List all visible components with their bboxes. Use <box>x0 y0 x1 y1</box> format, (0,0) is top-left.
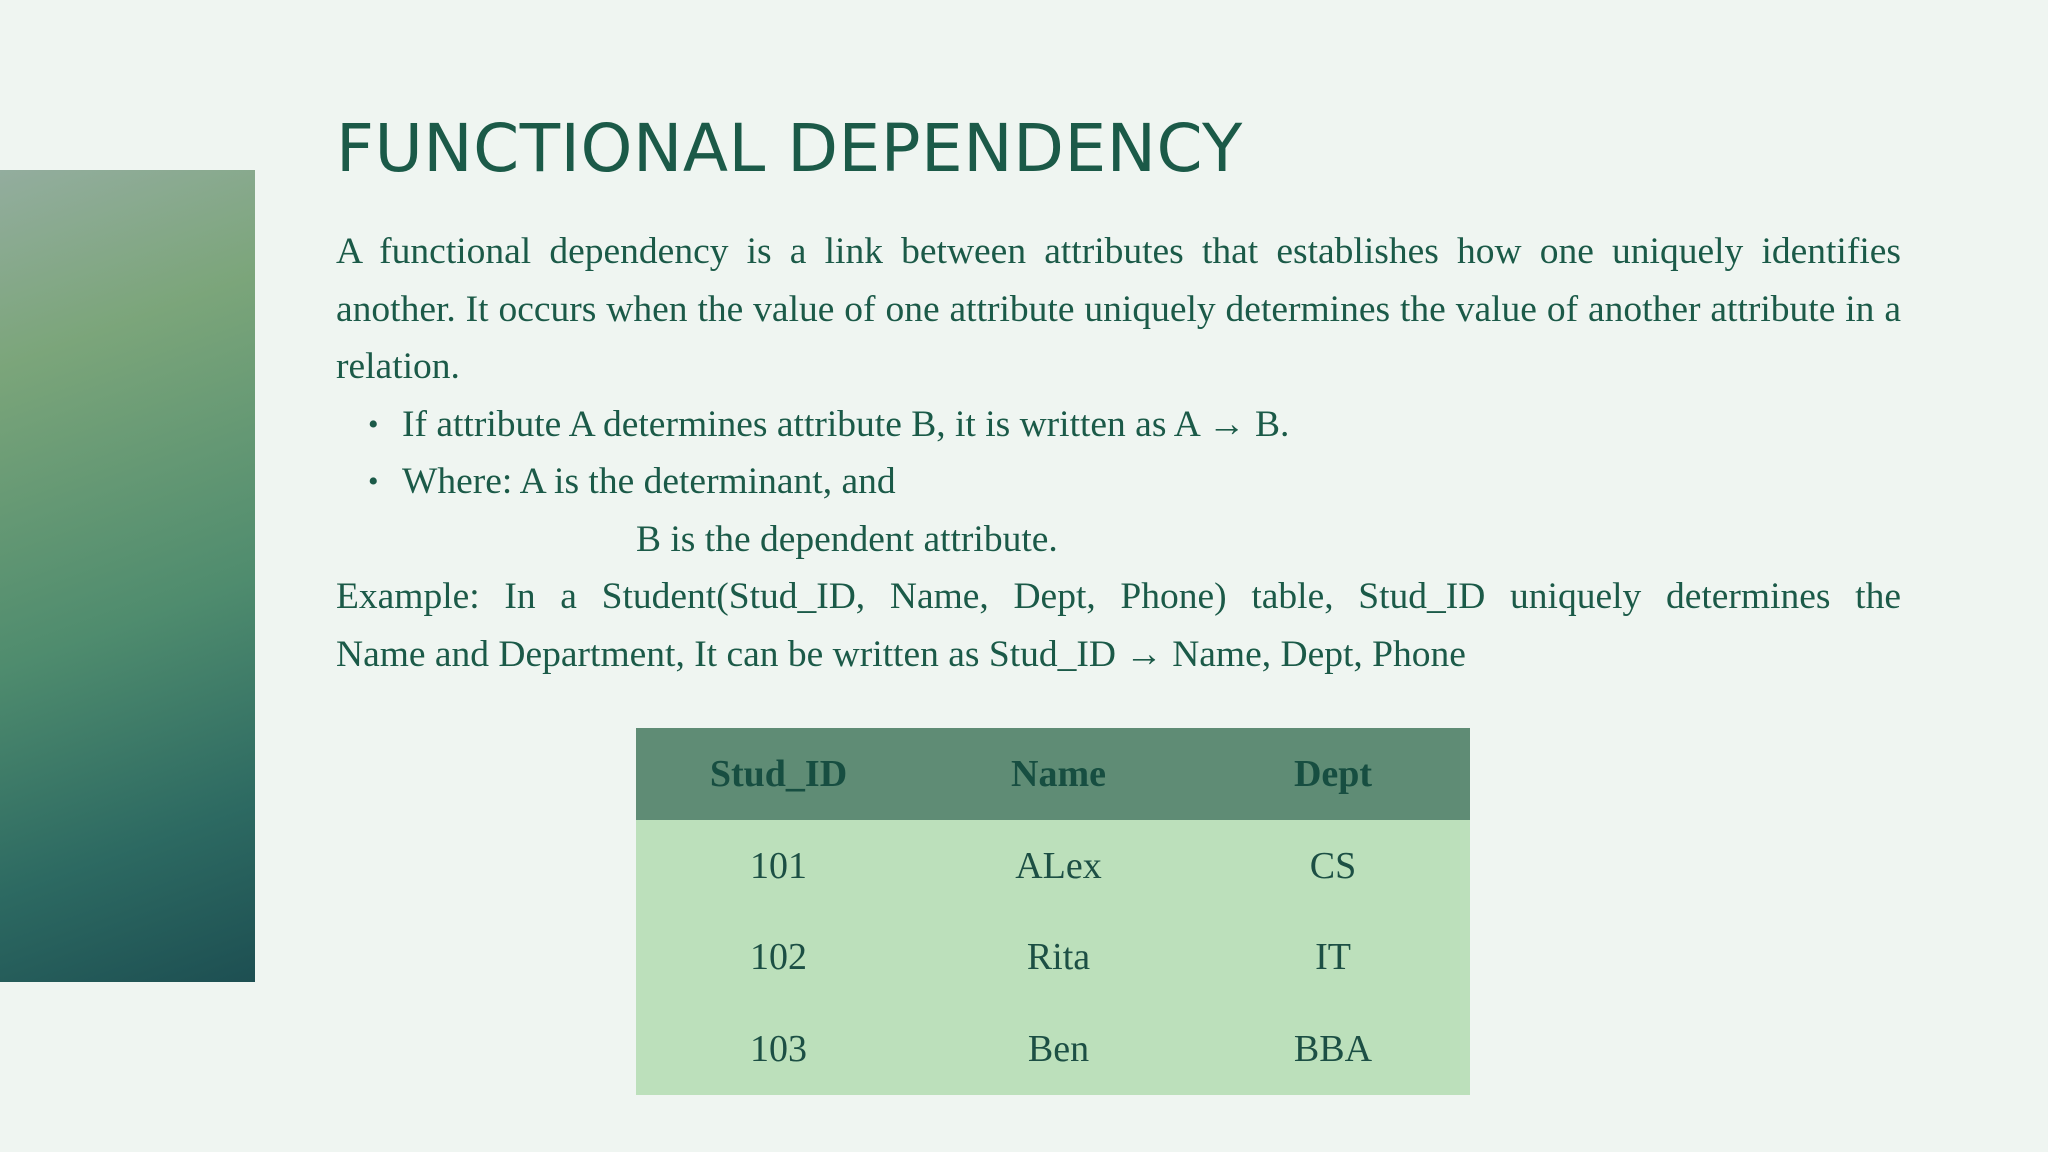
column-header-dept: Dept <box>1293 753 1373 795</box>
column-header-name: Name <box>1011 753 1106 795</box>
bullet-item <box>336 453 1901 511</box>
column-header-stud-id: Stud_ID <box>709 753 848 795</box>
example-line-2: Name and Department, It can be written as Stud_ID → Name, Dept, Phone <box>336 633 1466 675</box>
table-row <box>636 1003 1470 1095</box>
table-cell: Ben <box>1027 1027 1090 1070</box>
bullet-text: If attribute A determines attribute B, it is written as A → B. <box>402 403 1290 445</box>
bullet-item <box>336 396 1901 454</box>
table-row <box>636 820 1470 912</box>
table-cell: 101 <box>750 844 807 887</box>
table-row <box>636 912 1470 1004</box>
slide-title: FUNCTIONAL DEPENDENCY <box>336 110 1243 187</box>
student-table-container <box>636 728 1470 1095</box>
table-cell: Rita <box>1026 936 1091 979</box>
table-cell: 102 <box>750 936 807 979</box>
bullet-list <box>336 396 1901 511</box>
table-cell: BBA <box>1293 1027 1373 1070</box>
table-header-row <box>636 728 1470 820</box>
decorative-side-bar <box>0 170 255 982</box>
bullet-dot-icon: • <box>368 407 379 441</box>
table-cell: CS <box>1309 844 1357 887</box>
bullet-continuation: B is the dependent attribute. <box>636 518 1058 560</box>
bullet-text: Where: A is the determinant, and <box>402 461 896 502</box>
slide-body <box>336 223 1901 683</box>
table-cell: IT <box>1315 936 1351 979</box>
intro-paragraph: A functional dependency is a link between attributes that establishes how one uniquely identifies another. It occurs when the value of one attribute uniquely determines the value of another attribute in a relation. <box>336 231 1901 387</box>
bullet-dot-icon: • <box>368 465 379 498</box>
student-table <box>636 728 1470 1095</box>
example-line-1: Example: In a Student(Stud_ID, Name, Dept, Phone) table, Stud_ID uniquely determines the <box>336 576 1901 617</box>
table-cell: ALex <box>1015 844 1102 887</box>
table-cell: 103 <box>750 1027 807 1070</box>
